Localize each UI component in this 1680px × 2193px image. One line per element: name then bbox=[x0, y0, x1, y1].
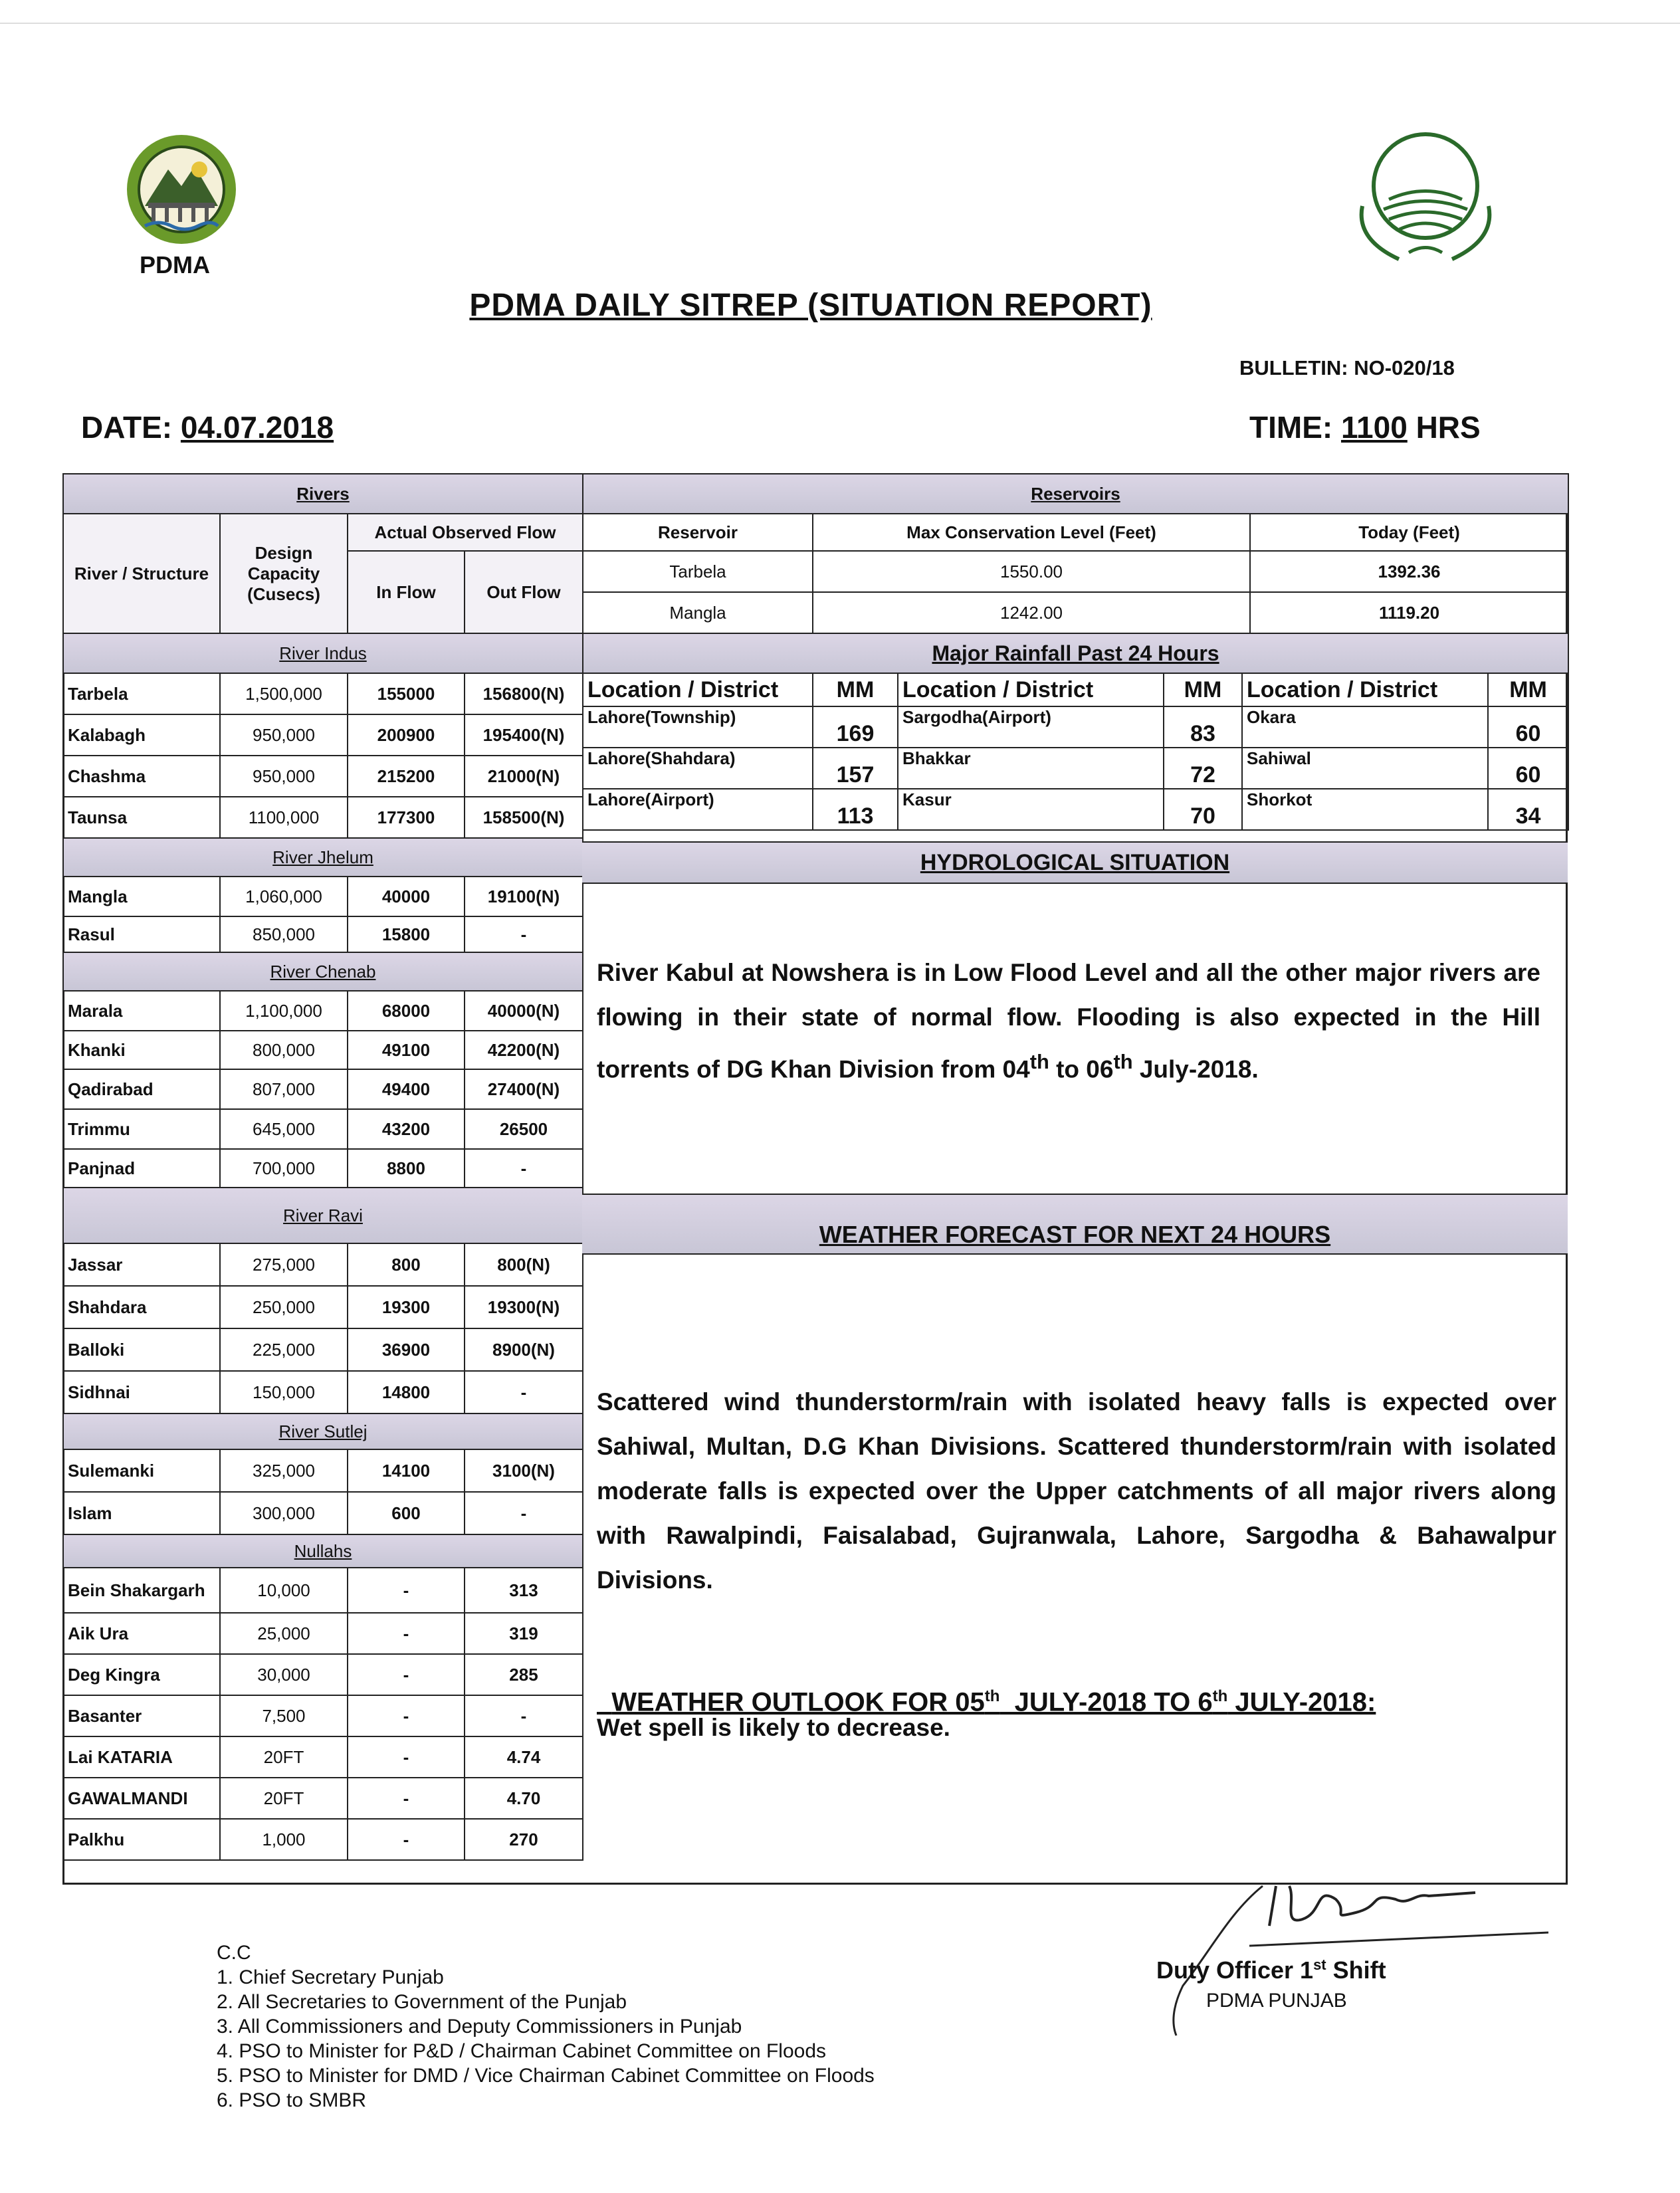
outflow: 270 bbox=[465, 1819, 583, 1860]
outflow: 19300(N) bbox=[465, 1286, 583, 1328]
design-capacity: 300,000 bbox=[220, 1492, 348, 1534]
cc-item: 3. All Commissioners and Deputy Commissioners in Punjab bbox=[217, 2016, 742, 2037]
inflow: - bbox=[348, 1778, 465, 1819]
design-capacity: 20FT bbox=[220, 1778, 348, 1819]
rainfall-mm: 60 bbox=[1488, 706, 1568, 748]
col-location-3: Location / District bbox=[1242, 673, 1488, 706]
rainfall-mm: 157 bbox=[813, 748, 898, 789]
outflow: 40000(N) bbox=[465, 991, 583, 1031]
design-capacity: 30,000 bbox=[220, 1654, 348, 1695]
outflow: 27400(N) bbox=[465, 1069, 583, 1109]
outflow: 4.74 bbox=[465, 1736, 583, 1778]
river-group-name: River Chenab bbox=[270, 961, 376, 982]
river-group-header bbox=[63, 1413, 583, 1449]
rainfall-location: Lahore(Airport) bbox=[583, 789, 813, 830]
col-mm-1: MM bbox=[813, 673, 898, 706]
col-capacity: Design Capacity (Cusecs) bbox=[220, 514, 348, 633]
river-group-header bbox=[63, 838, 583, 877]
rainfall-location: Okara bbox=[1242, 706, 1488, 748]
design-capacity: 325,000 bbox=[220, 1449, 348, 1492]
inflow: 49100 bbox=[348, 1031, 465, 1069]
table-row bbox=[63, 877, 583, 916]
reservoir-max: 1550.00 bbox=[813, 551, 1250, 592]
river-group-header bbox=[63, 1188, 583, 1243]
table-row bbox=[63, 991, 583, 1031]
cc-item: 1. Chief Secretary Punjab bbox=[217, 1966, 444, 1988]
col-mm-2: MM bbox=[1164, 673, 1242, 706]
reservoir-name: Mangla bbox=[583, 592, 813, 633]
col-location-2: Location / District bbox=[898, 673, 1164, 706]
table-row bbox=[63, 1371, 583, 1413]
outflow: - bbox=[465, 916, 583, 952]
rainfall-section-header: Major Rainfall Past 24 Hours bbox=[583, 633, 1568, 673]
table-row bbox=[63, 714, 583, 756]
design-capacity: 7,500 bbox=[220, 1695, 348, 1736]
outflow: - bbox=[465, 1695, 583, 1736]
report-time bbox=[1249, 409, 1481, 445]
outflow: - bbox=[465, 1492, 583, 1534]
table-row bbox=[583, 551, 1568, 592]
col-reservoir: Reservoir bbox=[583, 514, 813, 551]
structure-name: Islam bbox=[63, 1492, 220, 1534]
rainfall-location: Kasur bbox=[898, 789, 1164, 830]
outlook-title: WEATHER OUTLOOK FOR 05th JULY-2018 TO 6th JULY-2018: bbox=[611, 1687, 1376, 1717]
design-capacity: 25,000 bbox=[220, 1613, 348, 1654]
table-row bbox=[63, 1695, 583, 1736]
cc-item: 2. All Secretaries to Government of the Punjab bbox=[217, 1991, 627, 2013]
inflow: 200900 bbox=[348, 714, 465, 756]
table-row bbox=[63, 756, 583, 797]
table-row bbox=[63, 1654, 583, 1695]
col-today-level: Today (Feet) bbox=[1250, 514, 1568, 551]
reservoir-today: 1119.20 bbox=[1250, 592, 1568, 633]
outflow: 319 bbox=[465, 1613, 583, 1654]
table-row bbox=[63, 1286, 583, 1328]
rainfall-mm: 83 bbox=[1164, 706, 1242, 748]
outflow: 21000(N) bbox=[465, 756, 583, 797]
design-capacity: 1,500,000 bbox=[220, 673, 348, 714]
table-row bbox=[583, 592, 1568, 633]
time-label: TIME: bbox=[1249, 410, 1333, 445]
table-row bbox=[63, 1449, 583, 1492]
design-capacity: 250,000 bbox=[220, 1286, 348, 1328]
reservoir-max: 1242.00 bbox=[813, 592, 1250, 633]
inflow: - bbox=[348, 1613, 465, 1654]
rainfall-mm: 72 bbox=[1164, 748, 1242, 789]
pdma-logo-text: PDMA bbox=[140, 251, 210, 278]
river-group-name: River Jhelum bbox=[272, 847, 373, 867]
design-capacity: 1,100,000 bbox=[220, 991, 348, 1031]
inflow: - bbox=[348, 1736, 465, 1778]
inflow: 40000 bbox=[348, 877, 465, 916]
outflow: 285 bbox=[465, 1654, 583, 1695]
col-structure: River / Structure bbox=[63, 514, 220, 633]
table-row bbox=[63, 1613, 583, 1654]
report-title: PDMA DAILY SITREP (SITUATION REPORT) bbox=[469, 288, 1152, 323]
rivers-table bbox=[62, 473, 583, 1861]
inflow: 600 bbox=[348, 1492, 465, 1534]
col-outflow: Out Flow bbox=[465, 551, 583, 633]
structure-name: Jassar bbox=[63, 1243, 220, 1286]
structure-name: Basanter bbox=[63, 1695, 220, 1736]
table-row bbox=[583, 789, 1568, 830]
inflow: 15800 bbox=[348, 916, 465, 952]
river-group-header bbox=[63, 1534, 583, 1568]
structure-name: GAWALMANDI bbox=[63, 1778, 220, 1819]
outlook-text: Wet spell is likely to decrease. bbox=[597, 1714, 950, 1741]
structure-name: Taunsa bbox=[63, 797, 220, 838]
reservoir-today: 1392.36 bbox=[1250, 551, 1568, 592]
structure-name: Deg Kingra bbox=[63, 1654, 220, 1695]
river-group-header bbox=[63, 952, 583, 991]
outflow: 19100(N) bbox=[465, 877, 583, 916]
outflow: - bbox=[465, 1149, 583, 1188]
design-capacity: 645,000 bbox=[220, 1109, 348, 1149]
inflow: 43200 bbox=[348, 1109, 465, 1149]
forecast-text: Scattered wind thunderstorm/rain with isolated heavy falls is expected over Sahiwal, Multan, D.G Khan Divisions. Scattered thunderstorm/rain with isolated moderate falls is expected over the Upper catchments of all major rivers along with Rawalpindi, Faisalabad, Gujranwala, Lahore, Sargodha & Bahawalpur Divisions. bbox=[597, 1388, 1556, 1594]
structure-name: Chashma bbox=[63, 756, 220, 797]
reservoir-name: Tarbela bbox=[583, 551, 813, 592]
structure-name: Qadirabad bbox=[63, 1069, 220, 1109]
outflow: 195400(N) bbox=[465, 714, 583, 756]
date-value: 04.07.2018 bbox=[180, 410, 334, 445]
inflow: 177300 bbox=[348, 797, 465, 838]
design-capacity: 1100,000 bbox=[220, 797, 348, 838]
inflow: 68000 bbox=[348, 991, 465, 1031]
outflow: 8900(N) bbox=[465, 1328, 583, 1371]
outflow: 3100(N) bbox=[465, 1449, 583, 1492]
structure-name: Marala bbox=[63, 991, 220, 1031]
structure-name: Panjnad bbox=[63, 1149, 220, 1188]
time-value: 1100 bbox=[1340, 410, 1408, 445]
table-row bbox=[63, 1149, 583, 1188]
outflow: 4.70 bbox=[465, 1778, 583, 1819]
inflow: - bbox=[348, 1819, 465, 1860]
river-group-name: Nullahs bbox=[294, 1540, 352, 1561]
cc-list bbox=[217, 1940, 875, 2113]
structure-name: Palkhu bbox=[63, 1819, 220, 1860]
design-capacity: 807,000 bbox=[220, 1069, 348, 1109]
cc-label: C.C bbox=[217, 1942, 251, 1964]
river-group-name: River Indus bbox=[279, 643, 367, 663]
table-row bbox=[63, 1109, 583, 1149]
inflow: 155000 bbox=[348, 673, 465, 714]
scan-edge-line bbox=[0, 23, 1680, 24]
structure-name: Rasul bbox=[63, 916, 220, 952]
rainfall-location: Sahiwal bbox=[1242, 748, 1488, 789]
design-capacity: 950,000 bbox=[220, 714, 348, 756]
rainfall-location: Shorkot bbox=[1242, 789, 1488, 830]
inflow: 19300 bbox=[348, 1286, 465, 1328]
structure-name: Shahdara bbox=[63, 1286, 220, 1328]
design-capacity: 700,000 bbox=[220, 1149, 348, 1188]
date-label: DATE: bbox=[81, 410, 173, 445]
punjab-government-logo bbox=[1336, 126, 1515, 269]
design-capacity: 10,000 bbox=[220, 1568, 348, 1613]
inflow: 14100 bbox=[348, 1449, 465, 1492]
structure-name: Lai KATARIA bbox=[63, 1736, 220, 1778]
outflow: 158500(N) bbox=[465, 797, 583, 838]
table-row bbox=[63, 916, 583, 952]
river-group-name: River Ravi bbox=[283, 1205, 363, 1225]
design-capacity: 275,000 bbox=[220, 1243, 348, 1286]
structure-name: Bein Shakargarh bbox=[63, 1568, 220, 1613]
design-capacity: 20FT bbox=[220, 1736, 348, 1778]
hydro-text: River Kabul at Nowshera is in Low Flood Level and all the other major rivers are flowing in their state of normal flow. Flooding is also expected in the Hill torrents of DG Khan Division from 04th to 06th July-2018. bbox=[597, 959, 1540, 1083]
table-row bbox=[63, 1031, 583, 1069]
inflow: - bbox=[348, 1695, 465, 1736]
rainfall-mm: 169 bbox=[813, 706, 898, 748]
structure-name: Tarbela bbox=[63, 673, 220, 714]
inflow: 215200 bbox=[348, 756, 465, 797]
table-row bbox=[63, 1243, 583, 1286]
col-actual-flow: Actual Observed Flow bbox=[348, 514, 583, 551]
rainfall-mm: 113 bbox=[813, 789, 898, 830]
inflow: 8800 bbox=[348, 1149, 465, 1188]
table-row bbox=[63, 673, 583, 714]
outflow: 156800(N) bbox=[465, 673, 583, 714]
design-capacity: 150,000 bbox=[220, 1371, 348, 1413]
col-inflow: In Flow bbox=[348, 551, 465, 633]
table-row bbox=[63, 797, 583, 838]
cc-item: 5. PSO to Minister for DMD / Vice Chairman Cabinet Committee on Floods bbox=[217, 2065, 875, 2087]
rainfall-location: Bhakkar bbox=[898, 748, 1164, 789]
table-row bbox=[583, 706, 1568, 748]
col-max-level: Max Conservation Level (Feet) bbox=[813, 514, 1250, 551]
outflow: - bbox=[465, 1371, 583, 1413]
structure-name: Sidhnai bbox=[63, 1371, 220, 1413]
outflow: 26500 bbox=[465, 1109, 583, 1149]
hydro-section-header: HYDROLOGICAL SITUATION bbox=[582, 843, 1568, 884]
design-capacity: 950,000 bbox=[220, 756, 348, 797]
table-row bbox=[63, 1328, 583, 1371]
inflow: 36900 bbox=[348, 1328, 465, 1371]
outflow: 42200(N) bbox=[465, 1031, 583, 1069]
table-row bbox=[63, 1492, 583, 1534]
col-location-1: Location / District bbox=[583, 673, 813, 706]
pdma-punjab-label: PDMA PUNJAB bbox=[1206, 1990, 1347, 2012]
rivers-section-header: Rivers bbox=[63, 474, 583, 514]
rainfall-location: Sargodha(Airport) bbox=[898, 706, 1164, 748]
structure-name: Khanki bbox=[63, 1031, 220, 1069]
design-capacity: 225,000 bbox=[220, 1328, 348, 1371]
structure-name: Trimmu bbox=[63, 1109, 220, 1149]
col-mm-3: MM bbox=[1488, 673, 1568, 706]
inflow: 800 bbox=[348, 1243, 465, 1286]
design-capacity: 1,060,000 bbox=[220, 877, 348, 916]
rainfall-mm: 34 bbox=[1488, 789, 1568, 830]
design-capacity: 850,000 bbox=[220, 916, 348, 952]
duty-officer: Duty Officer 1st Shift bbox=[1156, 1956, 1386, 1984]
table-row bbox=[63, 1069, 583, 1109]
river-group-name: River Sutlej bbox=[278, 1421, 368, 1441]
inflow: 49400 bbox=[348, 1069, 465, 1109]
time-unit: HRS bbox=[1416, 410, 1481, 445]
table-row bbox=[583, 748, 1568, 789]
inflow: - bbox=[348, 1568, 465, 1613]
design-capacity: 800,000 bbox=[220, 1031, 348, 1069]
bulletin-number: BULLETIN: NO-020/18 bbox=[1239, 356, 1455, 379]
table-row bbox=[63, 1819, 583, 1860]
river-group-header bbox=[63, 633, 583, 673]
outflow: 800(N) bbox=[465, 1243, 583, 1286]
rainfall-location: Lahore(Township) bbox=[583, 706, 813, 748]
design-capacity: 1,000 bbox=[220, 1819, 348, 1860]
cc-item: 4. PSO to Minister for P&D / Chairman Cabinet Committee on Floods bbox=[217, 2040, 827, 2062]
rainfall-location: Lahore(Shahdara) bbox=[583, 748, 813, 789]
rainfall-table bbox=[582, 633, 1569, 831]
report-date bbox=[81, 409, 334, 445]
outflow: 313 bbox=[465, 1568, 583, 1613]
table-row bbox=[63, 1778, 583, 1819]
cc-item: 6. PSO to SMBR bbox=[217, 2089, 367, 2111]
structure-name: Balloki bbox=[63, 1328, 220, 1371]
structure-name: Aik Ura bbox=[63, 1613, 220, 1654]
reservoirs-section-header: Reservoirs bbox=[583, 474, 1568, 514]
table-row bbox=[63, 1568, 583, 1613]
structure-name: Kalabagh bbox=[63, 714, 220, 756]
inflow: 14800 bbox=[348, 1371, 465, 1413]
forecast-section-header: WEATHER FORECAST FOR NEXT 24 HOURS bbox=[582, 1195, 1568, 1255]
table-row bbox=[63, 1736, 583, 1778]
structure-name: Sulemanki bbox=[63, 1449, 220, 1492]
structure-name: Mangla bbox=[63, 877, 220, 916]
rainfall-mm: 70 bbox=[1164, 789, 1242, 830]
reservoirs-table bbox=[582, 473, 1569, 634]
inflow: - bbox=[348, 1654, 465, 1695]
rainfall-mm: 60 bbox=[1488, 748, 1568, 789]
